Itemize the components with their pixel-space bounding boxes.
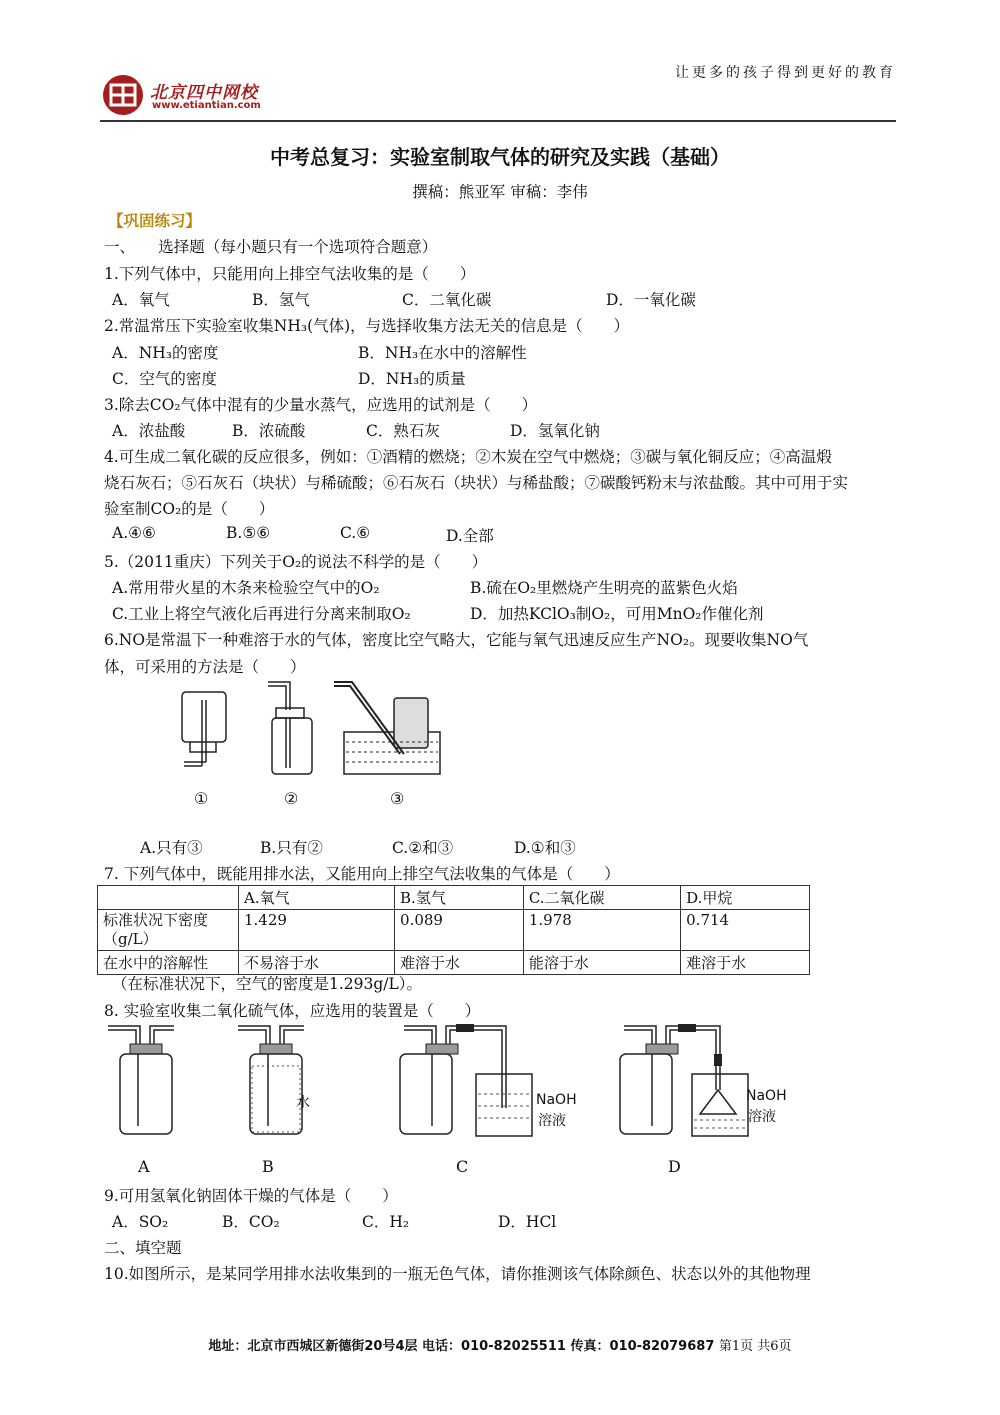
- q5-option-b: B.硫在O₂里燃烧产生明亮的蓝紫色火焰: [470, 579, 738, 597]
- table-header-cell: [98, 886, 239, 910]
- q8-apparatus-figure: [100, 1022, 800, 1142]
- q6-figure-label-2: ②: [284, 789, 299, 808]
- q1-option-a: A．氧气: [112, 291, 170, 309]
- table-row: [98, 951, 810, 975]
- q6-figure-label-3: ③: [390, 789, 405, 808]
- q1-option-d: D．一氧化碳: [606, 291, 696, 309]
- q6-apparatus-figure: [180, 680, 480, 780]
- table-cell: 在水中的溶解性: [98, 951, 239, 975]
- q8-water-label: 水: [296, 1095, 310, 1111]
- gas-bottle-funnel-d-icon: [620, 1024, 748, 1136]
- q3-option-a: A．浓盐酸: [112, 422, 186, 440]
- q2-option-a: A．NH₃的密度: [112, 344, 219, 362]
- q8-c-solution-label: 溶液: [538, 1113, 566, 1129]
- q8-d-naoh-label: NaOH: [746, 1088, 787, 1104]
- table-cell: 1.429: [239, 910, 395, 951]
- logo-text: 北京四中网校: [150, 83, 258, 103]
- water-trough-icon: [334, 682, 440, 774]
- logo-url: www.etiantian.com: [152, 100, 261, 111]
- table-cell: 难溶于水: [681, 951, 810, 975]
- footer-page-number: 第1页 共6页: [718, 1339, 792, 1354]
- q8-figure-label-d: D: [668, 1157, 681, 1176]
- section-tag: 【巩固练习】: [108, 212, 202, 230]
- header-divider: [100, 120, 896, 122]
- q8-stem: 8. 实验室收集二氧化硫气体，应选用的装置是（ ）: [104, 1002, 481, 1020]
- q9-option-a: A．SO₂: [112, 1213, 169, 1231]
- q8-d-solution-label: 溶液: [748, 1109, 776, 1125]
- q9-option-b: B．CO₂: [222, 1213, 280, 1231]
- q4-line3: 验室制CO₂的是（ ）: [104, 500, 275, 518]
- table-cell: 0.714: [681, 910, 810, 951]
- q2-option-d: D．NH₃的质量: [358, 370, 466, 388]
- page-title: 中考总复习：实验室制取气体的研究及实践（基础）: [270, 145, 730, 169]
- table-header-cell: B.氢气: [395, 886, 524, 910]
- q9-option-d: D．HCl: [498, 1213, 557, 1231]
- q9-option-c: C．H₂: [362, 1213, 410, 1231]
- q1-option-b: B．氢气: [252, 291, 310, 309]
- q6-option-d: D.①和③: [514, 839, 576, 857]
- q10-line1: 10.如图所示，是某同学用排水法收集到的一瓶无色气体，请你推测该气体除颜色、状态以外的其他物理: [104, 1265, 811, 1283]
- table-row: [98, 910, 810, 951]
- gas-properties-table: [97, 885, 810, 975]
- page-footer: [0, 1335, 1000, 1354]
- q5-stem: 5.（2011重庆）下列关于O₂的说法不科学的是（ ）: [104, 553, 488, 571]
- q4-option-a: A.④⑥: [112, 524, 156, 542]
- q5-option-a: A.常用带火星的木条来检验空气中的O₂: [112, 579, 380, 597]
- table-cell: 1.978: [523, 910, 680, 951]
- q5-option-d: D．加热KClO₃制O₂，可用MnO₂作催化剂: [470, 605, 764, 623]
- q8-figure-label-a: A: [138, 1157, 150, 1176]
- q4-option-b: B.⑤⑥: [226, 524, 271, 542]
- part1-heading: 一、 选择题（每小题只有一个选项符合题意）: [104, 238, 438, 256]
- gas-bottle-water-b-icon: [238, 1026, 304, 1134]
- q3-option-b: B．浓硫酸: [232, 422, 306, 440]
- q1-stem: 1.下列气体中，只能用向上排空气法收集的是（ ）: [104, 265, 476, 283]
- table-header-cell: C.二氧化碳: [523, 886, 680, 910]
- table-cell: 标准状况下密度（g/L）: [98, 910, 239, 951]
- q2-option-c: C．空气的密度: [112, 370, 217, 388]
- q8-figure-label-b: B: [262, 1157, 274, 1176]
- q9-stem: 9.可用氢氧化钠固体干燥的气体是（ ）: [104, 1187, 398, 1205]
- q2-stem: 2.常温常压下实验室收集NH₃(气体)，与选择收集方法无关的信息是（ ）: [104, 317, 630, 335]
- q4-line1: 4.可生成二氧化碳的反应很多，例如：①酒精的燃烧；②木炭在空气中燃烧；③碳与氧化铜反应；④高温煅: [104, 448, 832, 466]
- upright-bottle-icon: [268, 682, 312, 774]
- q8-figure-label-c: C: [456, 1157, 469, 1176]
- table-header-row: [98, 886, 810, 910]
- table-cell: 能溶于水: [523, 951, 680, 975]
- q4-option-d: D.全部: [446, 527, 494, 545]
- q6-line1: 6.NO是常温下一种难溶于水的气体，密度比空气略大，它能与氧气迅速反应生产NO₂。现要收集NO气: [104, 631, 809, 649]
- table-header-cell: A.氧气: [239, 886, 395, 910]
- q7-stem: 7. 下列气体中，既能用排水法，又能用向上排空气法收集的气体是（ ）: [104, 865, 620, 883]
- header-slogan: 让更多的孩子得到更好的教育: [675, 65, 896, 81]
- q2-option-b: B．NH₃在水中的溶解性: [358, 344, 527, 362]
- q5-option-c: C.工业上将空气液化后再进行分离来制取O₂: [112, 605, 411, 623]
- q8-c-naoh-label: NaOH: [536, 1092, 577, 1108]
- inverted-bottle-icon: [182, 692, 226, 766]
- q1-option-c: C．二氧化碳: [402, 291, 492, 309]
- part2-heading: 二、填空题: [104, 1239, 182, 1257]
- q3-stem: 3.除去CO₂气体中混有的少量水蒸气，应选用的试剂是（ ）: [104, 396, 538, 414]
- author-line: 撰稿：熊亚军 审稿：李伟: [412, 183, 588, 201]
- footer-address: 地址：北京市西城区新德街20号4层 电话：010-82025511 传真：010-82079687: [208, 1339, 715, 1354]
- q6-option-a: A.只有③: [140, 839, 203, 857]
- q3-option-c: C．熟石灰: [366, 422, 440, 440]
- gas-bottle-a-icon: [108, 1026, 174, 1134]
- table-header-cell: D.甲烷: [681, 886, 810, 910]
- q6-option-b: B.只有②: [260, 839, 323, 857]
- q6-line2: 体，可采用的方法是（ ）: [104, 658, 306, 676]
- q4-line2: 烧石灰石；⑤石灰石（块状）与稀硫酸；⑥石灰石（块状）与稀盐酸；⑦碳酸钙粉末与浓盐酸。其中可用于实: [104, 474, 849, 492]
- table-cell: 不易溶于水: [239, 951, 395, 975]
- q7-note: （在标准状况下，空气的密度是1.293g/L）。: [112, 975, 423, 993]
- q6-option-c: C.②和③: [392, 839, 454, 857]
- q3-option-d: D．氢氧化钠: [510, 422, 600, 440]
- q4-option-c: C.⑥: [340, 524, 371, 542]
- table-cell: 0.089: [395, 910, 524, 951]
- q6-figure-label-1: ①: [194, 789, 209, 808]
- table-cell: 难溶于水: [395, 951, 524, 975]
- gas-bottle-naoh-c-icon: [400, 1024, 532, 1136]
